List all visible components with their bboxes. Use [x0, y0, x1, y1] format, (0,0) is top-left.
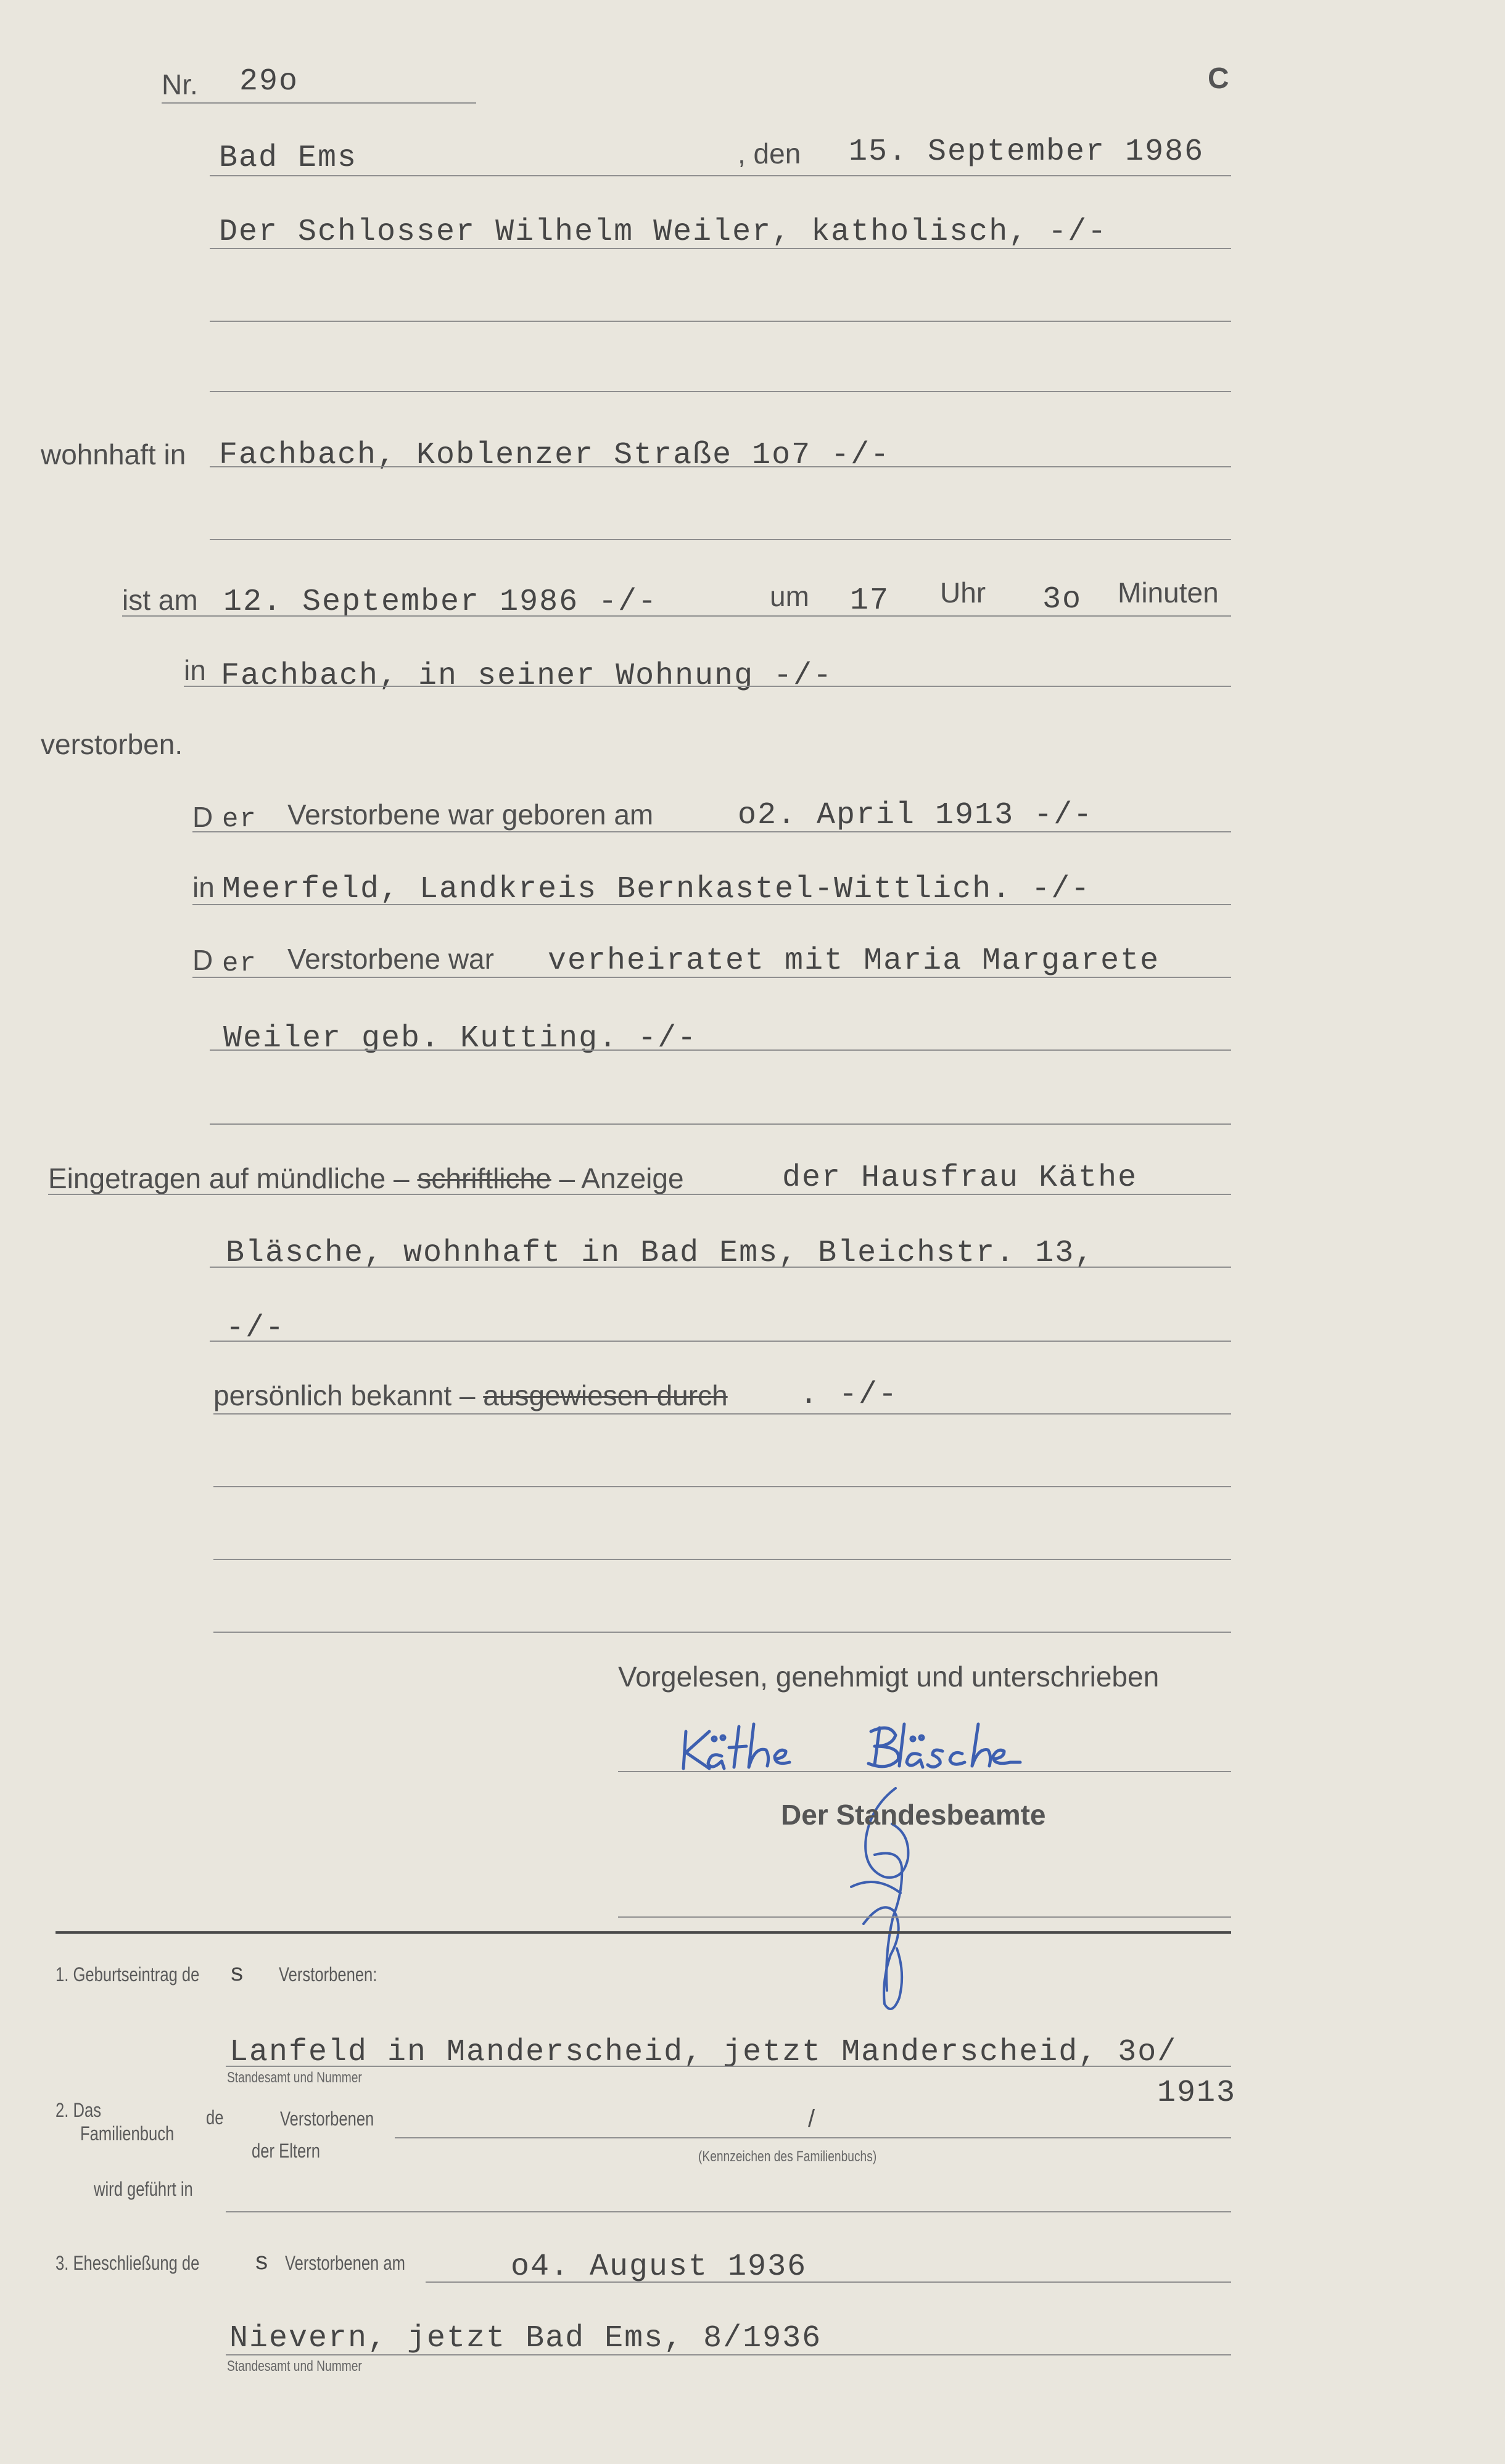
marital-line-3	[210, 1123, 1231, 1125]
birth-label: Verstorbene war geboren am	[287, 799, 654, 831]
uhr-label: Uhr	[940, 577, 986, 609]
birth-date: o2. April 1913 -/-	[738, 798, 1094, 833]
marital-line-1	[192, 977, 1231, 978]
person-line-2	[210, 321, 1231, 322]
residence-label: wohnhaft in	[41, 438, 186, 470]
known-struck-option: ausgewiesen durch	[483, 1379, 728, 1411]
registration-line-3	[210, 1341, 1231, 1342]
family-book-kennzeichen: (Kennzeichen des Familienbuchs)	[698, 2148, 877, 2165]
register-letter: C	[1208, 62, 1229, 95]
residence-line	[210, 466, 1231, 467]
place-of-registration: Bad Ems	[219, 141, 358, 176]
informant-address: Bläsche, wohnhaft in Bad Ems, Bleichstr. 13,	[226, 1236, 1095, 1271]
blank-line-2	[213, 1559, 1231, 1560]
informant-description: der Hausfrau Käthe	[782, 1160, 1138, 1196]
family-book-verstorbenen: Verstorbenen	[280, 2108, 374, 2130]
family-book-label-b: Familienbuch	[80, 2122, 175, 2145]
birth-entry-label-2: Verstorbenen:	[279, 1963, 377, 1986]
informant-signature-text	[683, 1720, 690, 1727]
residence-line-2	[210, 539, 1231, 540]
birth-entry-line	[226, 2066, 1231, 2067]
marital-line-2	[210, 1049, 1231, 1051]
registration-line-1	[48, 1194, 1231, 1195]
marriage-standesamt-label: Standesamt und Nummer	[227, 2358, 362, 2375]
birth-in-label: in	[192, 871, 215, 903]
place-date-line	[210, 175, 1231, 176]
death-in-label: in	[184, 654, 206, 686]
marriage-entry-label-2: Verstorbenen am	[285, 2252, 405, 2274]
person-line-3	[210, 391, 1231, 392]
family-book-slash: /	[808, 2105, 815, 2132]
um-label: um	[770, 580, 809, 612]
family-book-kept-line	[226, 2211, 1231, 2212]
death-date: 12. September 1986 -/-	[223, 585, 658, 620]
marriage-place-line	[226, 2354, 1231, 2355]
birth-date-line	[192, 831, 1231, 832]
read-approved-label: Vorgelesen, genehmigt und unterschrieben	[618, 1661, 1160, 1693]
nr-line	[162, 102, 476, 104]
den-label: , den	[738, 138, 801, 170]
death-time-line	[122, 615, 1231, 617]
nr-value: 29o	[239, 64, 299, 99]
death-minutes: 3o	[1042, 582, 1082, 617]
registration-struck-option: schriftliche	[417, 1162, 551, 1194]
footer-separator	[56, 1931, 1231, 1934]
marital-d-suffix: er	[222, 948, 257, 979]
marital-status-1: verheiratet mit Maria Margarete	[548, 943, 1160, 979]
birth-entry-standesamt-label: Standesamt und Nummer	[227, 2069, 362, 2086]
informant-signature-line	[618, 1771, 1231, 1772]
minuten-label: Minuten	[1118, 577, 1219, 609]
person-line-1	[210, 248, 1231, 249]
informant-end-mark: -/-	[226, 1311, 286, 1346]
nr-label: Nr.	[162, 68, 198, 101]
marriage-entry-suffix: s	[254, 2249, 271, 2277]
death-place: Fachbach, in seiner Wohnung -/-	[221, 659, 833, 694]
family-book-eltern: der Eltern	[252, 2140, 320, 2162]
marital-label: Verstorbene war	[287, 943, 494, 975]
family-book-kept-label: wird geführt in	[94, 2178, 193, 2200]
residence-value: Fachbach, Koblenzer Straße 1o7 -/-	[219, 438, 891, 473]
family-book-label-a: 2. Das	[56, 2099, 101, 2121]
known-line	[213, 1413, 1231, 1415]
ist-am-label: ist am	[122, 584, 198, 616]
birth-entry-value: Lanfeld in Manderscheid, jetzt Manderscheid, 3o/	[229, 2035, 1177, 2070]
blank-line-1	[213, 1486, 1231, 1487]
marriage-entry-label: 3. Eheschließung de	[56, 2252, 200, 2274]
marital-d-prefix: D	[192, 944, 213, 976]
family-book-line	[395, 2137, 1231, 2138]
death-hour: 17	[850, 583, 890, 618]
marriage-place: Nievern, jetzt Bad Ems, 8/1936	[229, 2321, 822, 2356]
known-value: . -/-	[799, 1378, 899, 1413]
birth-d-prefix: D	[192, 801, 213, 833]
family-book-de: de	[206, 2106, 224, 2129]
registration-line-2	[210, 1267, 1231, 1268]
birth-place: Meerfeld, Landkreis Bernkastel-Wittlich. -/-	[222, 872, 1091, 907]
verstorben-label: verstorben.	[41, 728, 183, 760]
registrar-signature-line	[618, 1916, 1231, 1918]
birth-entry-value-2: 1913	[1157, 2076, 1237, 2111]
birth-place-line	[192, 904, 1231, 905]
known-label: persönlich bekannt – ausgewiesen durch	[213, 1379, 728, 1411]
blank-line-3	[213, 1632, 1231, 1633]
registration-date: 15. September 1986	[849, 134, 1205, 170]
deceased-description: Der Schlosser Wilhelm Weiler, katholisch, -/-	[219, 215, 1108, 250]
marriage-date: o4. August 1936	[511, 2249, 807, 2285]
birth-d-suffix: er	[222, 804, 257, 835]
marital-status-2: Weiler geb. Kutting. -/-	[223, 1021, 698, 1056]
death-place-line	[184, 686, 1231, 687]
registration-label: Eingetragen auf mündliche – schriftliche – Anzeige	[48, 1162, 684, 1194]
birth-entry-suffix: s	[229, 1961, 246, 1989]
registrar-label: Der Standesbeamte	[781, 1799, 1046, 1831]
marriage-date-line	[426, 2281, 1231, 2283]
birth-entry-label: 1. Geburtseintrag de	[56, 1963, 200, 1986]
